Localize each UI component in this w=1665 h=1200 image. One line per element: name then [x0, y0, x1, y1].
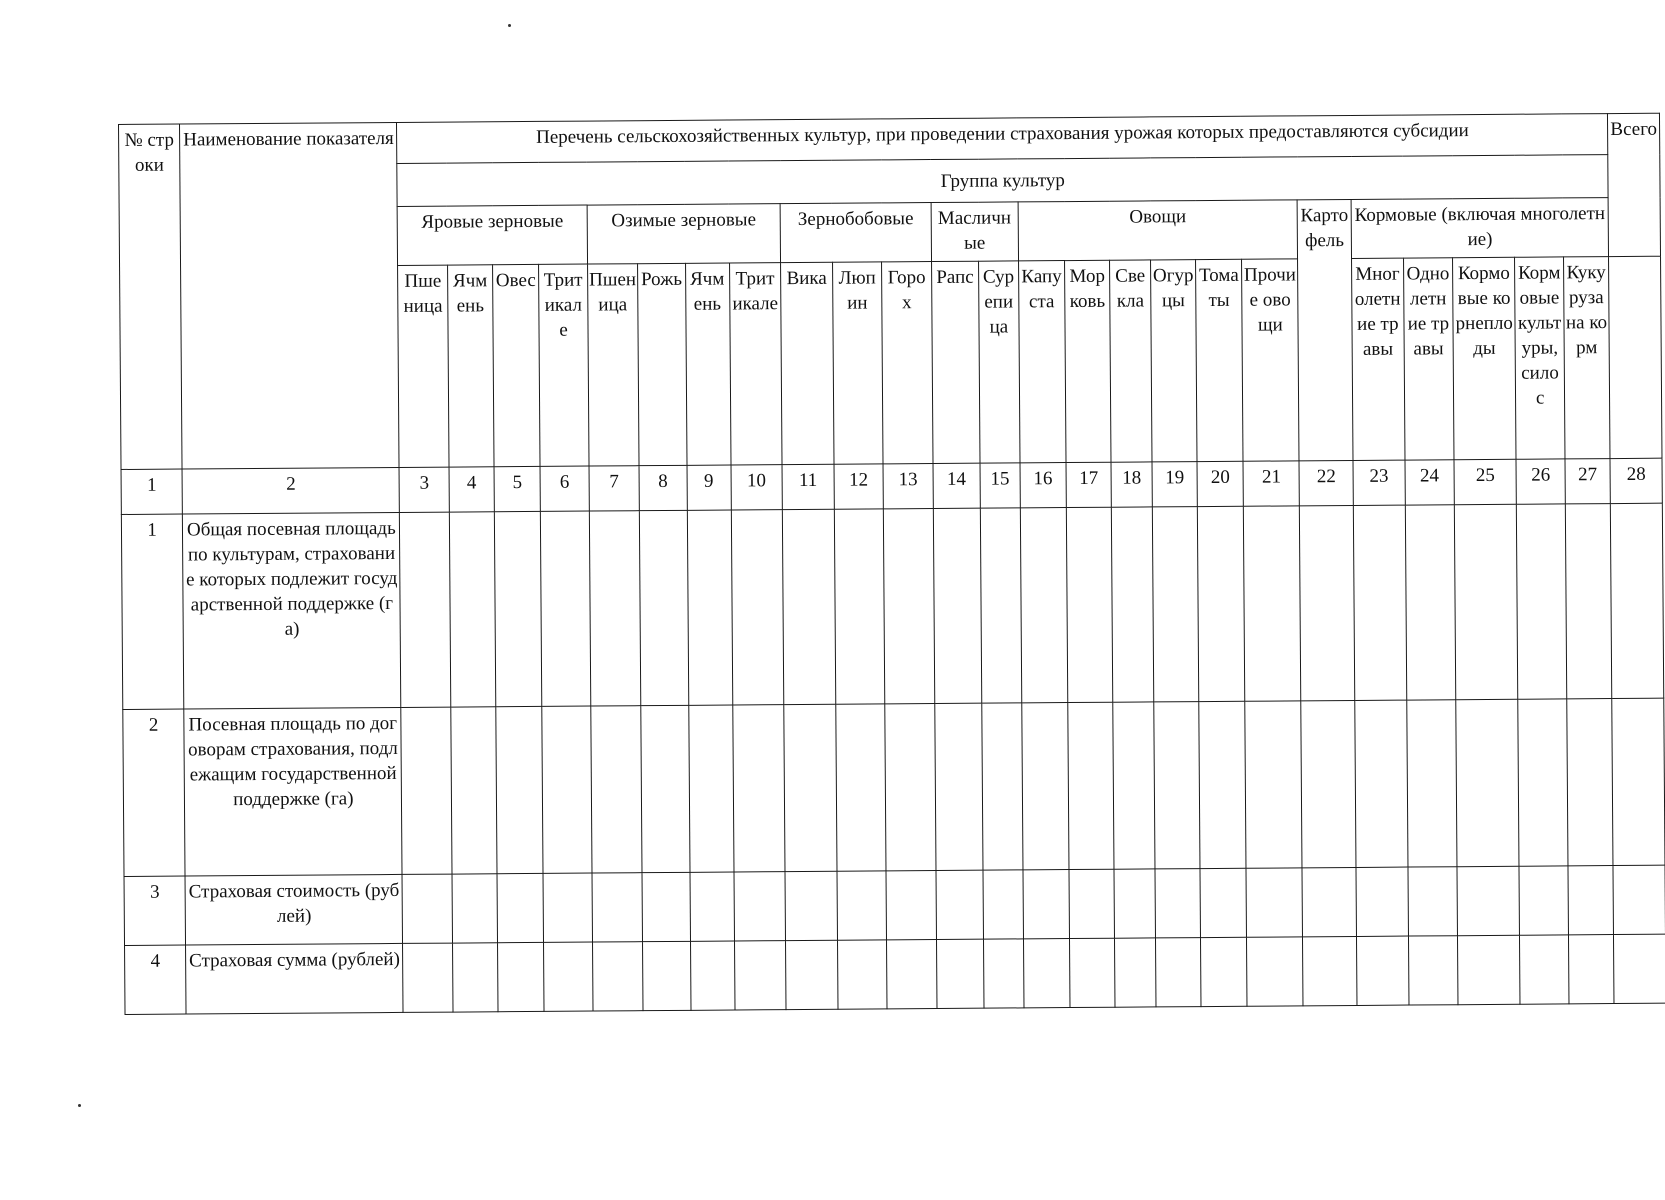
group-legumes: Зернобобовые — [780, 203, 931, 263]
data-cell — [982, 703, 1023, 870]
data-cell — [1154, 702, 1200, 869]
column-number: 4 — [449, 467, 494, 512]
data-cell — [1520, 935, 1569, 1004]
crop-header: Капуста — [1018, 261, 1066, 463]
data-cell — [452, 943, 498, 1012]
crop-header: Кормовые культуры, силос — [1515, 257, 1565, 459]
data-cell — [1022, 703, 1069, 870]
data-cell — [1613, 865, 1665, 934]
data-cell — [690, 941, 735, 1010]
data-cell — [400, 512, 451, 707]
column-number: 23 — [1353, 460, 1405, 505]
crop-header: Вика — [781, 262, 834, 464]
column-number: 13 — [883, 464, 933, 509]
data-cell — [543, 873, 592, 942]
column-number: 22 — [1299, 460, 1353, 505]
column-number: 19 — [1152, 462, 1197, 507]
data-cell — [1023, 870, 1070, 939]
data-cell — [734, 941, 786, 1010]
crop-header: Пшеница — [398, 265, 449, 467]
row-indicator-label: Страховая стоимость (рублей) — [185, 874, 403, 945]
data-cell — [1114, 869, 1155, 938]
column-number: 20 — [1197, 461, 1244, 506]
data-cell — [936, 939, 984, 1008]
table-row — [123, 698, 1665, 876]
data-cell — [641, 705, 690, 872]
data-cell — [786, 940, 838, 1009]
data-cell — [1068, 702, 1114, 869]
data-cell — [1356, 867, 1408, 936]
column-number: 16 — [1020, 463, 1067, 508]
group-potato: Картофель — [1297, 199, 1353, 460]
data-cell — [1612, 698, 1665, 865]
data-cell — [1518, 699, 1568, 866]
data-cell — [1245, 701, 1302, 868]
crop-header: Овес — [493, 264, 541, 466]
data-cell — [886, 871, 936, 940]
header-total: Всего — [1608, 113, 1661, 256]
crop-header: Ячмень — [685, 263, 731, 465]
data-cell — [1517, 504, 1567, 699]
column-number: 26 — [1516, 459, 1565, 504]
column-number: 7 — [589, 466, 640, 511]
table-row — [121, 503, 1663, 709]
data-cell — [837, 871, 887, 940]
data-cell — [1568, 935, 1614, 1004]
data-cell — [403, 943, 453, 1012]
data-cell — [496, 706, 543, 873]
column-number: 5 — [494, 466, 541, 511]
column-number: 14 — [933, 463, 981, 508]
data-cell — [783, 509, 836, 704]
data-cell — [1115, 938, 1156, 1007]
data-cell — [734, 872, 786, 941]
data-cell — [784, 704, 837, 871]
data-cell — [590, 706, 642, 873]
column-number: 9 — [687, 465, 731, 510]
data-cell — [1111, 507, 1153, 702]
data-cell — [1611, 503, 1664, 698]
data-cell — [1353, 505, 1406, 700]
data-cell — [785, 871, 837, 940]
crop-header: Однолетние травы — [1403, 258, 1454, 460]
column-number: 10 — [731, 465, 783, 510]
header-crop-list-title: Перечень сельскохозяйственных культур, при проведении страхования урожая которых предоставляются субсидии — [397, 114, 1608, 164]
column-number: 3 — [399, 467, 449, 512]
data-cell — [592, 942, 643, 1011]
group-oilseeds: Масличные — [931, 202, 1019, 262]
data-cell — [1302, 867, 1356, 936]
data-cell — [1567, 699, 1614, 866]
subsidy-crop-table-sheet — [118, 113, 1665, 1015]
column-number: 24 — [1405, 460, 1455, 505]
data-cell — [1155, 869, 1201, 938]
crop-header: Огурцы — [1151, 260, 1198, 462]
crop-header: Тритикале — [539, 264, 589, 466]
data-cell — [497, 873, 544, 942]
data-cell — [837, 940, 887, 1009]
data-cell — [1355, 700, 1408, 867]
row-indicator-label: Страховая сумма (рублей) — [186, 943, 404, 1014]
data-cell — [544, 942, 593, 1011]
data-cell — [643, 941, 691, 1010]
crop-header: Морковь — [1065, 260, 1112, 462]
column-number: 27 — [1565, 459, 1611, 504]
header-indicator-name: Наименование показателя — [180, 122, 400, 469]
crop-header: Многолетние травы — [1352, 258, 1405, 460]
data-cell — [1454, 504, 1518, 699]
data-cell — [887, 940, 937, 1009]
data-cell — [1020, 508, 1068, 703]
header-row-number: № строки — [119, 124, 183, 469]
data-cell — [1568, 866, 1614, 935]
data-cell — [452, 874, 498, 943]
row-number: 2 — [123, 709, 186, 876]
data-cell — [936, 870, 984, 939]
data-cell — [1200, 868, 1247, 937]
column-number: 21 — [1243, 461, 1299, 506]
crop-insurance-table — [118, 113, 1665, 1015]
crop-header: Кукуруза на корм — [1563, 257, 1610, 459]
group-vegetables: Овощи — [1018, 200, 1298, 261]
data-cell — [1197, 506, 1245, 701]
data-cell — [640, 510, 689, 705]
data-cell — [1113, 702, 1155, 869]
column-number: 17 — [1066, 462, 1111, 507]
crop-header: Горох — [882, 262, 933, 464]
data-cell — [589, 511, 641, 706]
column-number: 25 — [1454, 459, 1517, 504]
table-row — [125, 934, 1665, 1014]
data-cell — [1458, 935, 1521, 1004]
data-cell — [449, 512, 496, 707]
data-cell — [1155, 938, 1201, 1007]
data-cell — [1246, 868, 1302, 937]
column-number: 18 — [1111, 462, 1152, 507]
data-cell — [980, 508, 1021, 703]
column-number: 15 — [980, 463, 1020, 508]
data-cell — [592, 873, 643, 942]
scan-speck — [78, 1104, 81, 1107]
data-cell — [1152, 507, 1199, 702]
column-number: 12 — [834, 464, 884, 509]
data-cell — [885, 704, 936, 871]
data-cell — [541, 511, 591, 706]
data-cell — [687, 510, 733, 705]
data-cell — [1023, 939, 1070, 1008]
data-cell — [934, 703, 983, 870]
data-cell — [1457, 866, 1520, 935]
data-cell — [1201, 937, 1248, 1006]
data-cell — [1301, 700, 1356, 867]
data-cell — [1300, 505, 1355, 700]
data-cell — [690, 872, 735, 941]
group-spring-grains: Яровые зерновые — [398, 205, 588, 265]
table-row — [124, 865, 1665, 945]
data-cell — [884, 509, 935, 704]
column-number: 6 — [540, 466, 589, 511]
data-cell — [836, 704, 887, 871]
data-cell — [1406, 700, 1457, 867]
crop-header: Ячмень — [447, 265, 494, 467]
row-number: 1 — [121, 514, 184, 709]
row-indicator-label: Общая посевная площадь по культурам, страхование которых подлежит государственной поддержке (га) — [183, 512, 402, 709]
row-number: 3 — [124, 876, 186, 945]
data-cell — [451, 707, 497, 874]
data-cell — [1565, 504, 1612, 699]
column-number: 1 — [121, 469, 183, 514]
column-number: 11 — [782, 464, 834, 509]
data-cell — [834, 509, 885, 704]
data-cell — [933, 508, 982, 703]
data-cell — [494, 511, 542, 706]
scan-speck — [508, 24, 511, 27]
group-winter-grains: Озимые зерновые — [587, 204, 781, 264]
crop-header: Сурепица — [979, 261, 1020, 463]
data-cell — [1069, 869, 1115, 938]
crop-header: Томаты — [1196, 259, 1244, 461]
column-number: 8 — [639, 465, 687, 510]
group-fodder: Кормовые (включая многолетние) — [1351, 198, 1609, 259]
data-cell — [642, 872, 690, 941]
crop-header: Рапс — [931, 261, 980, 463]
data-cell — [1357, 936, 1409, 1005]
data-cell — [1614, 934, 1665, 1003]
data-cell — [1199, 701, 1246, 868]
data-cell — [1066, 507, 1113, 702]
data-cell — [402, 874, 452, 943]
data-cell — [1408, 867, 1458, 936]
data-cell — [1069, 938, 1115, 1007]
data-cell — [731, 510, 784, 705]
column-number: 28 — [1610, 458, 1662, 503]
data-cell — [1456, 699, 1520, 866]
crop-header: Люпин — [832, 262, 883, 464]
data-cell — [498, 942, 545, 1011]
total-header-blank — [1609, 256, 1662, 458]
header-crop-group-title: Группа культур — [397, 155, 1608, 207]
data-cell — [1405, 505, 1456, 700]
crop-header: Пшеница — [587, 264, 639, 466]
data-cell — [688, 705, 733, 872]
data-cell — [983, 870, 1023, 939]
data-cell — [542, 706, 592, 873]
data-cell — [1408, 936, 1458, 1005]
data-cell — [983, 939, 1023, 1008]
data-cell — [1519, 866, 1568, 935]
row-number: 4 — [125, 945, 187, 1014]
row-indicator-label: Посевная площадь по договорам страхования, подлежащим государственной поддержке (га) — [184, 707, 402, 876]
data-cell — [1247, 937, 1303, 1006]
data-cell — [1244, 506, 1301, 701]
data-cell — [1303, 936, 1357, 1005]
column-number: 2 — [182, 467, 400, 514]
crop-header: Тритикале — [729, 263, 782, 465]
crop-header: Рожь — [638, 263, 687, 465]
crop-header: Свекла — [1110, 260, 1152, 462]
crop-header: Кормовые корнеплоды — [1453, 257, 1517, 459]
data-cell — [732, 705, 785, 872]
data-cell — [401, 707, 452, 874]
crop-header: Прочие овощи — [1242, 259, 1299, 461]
